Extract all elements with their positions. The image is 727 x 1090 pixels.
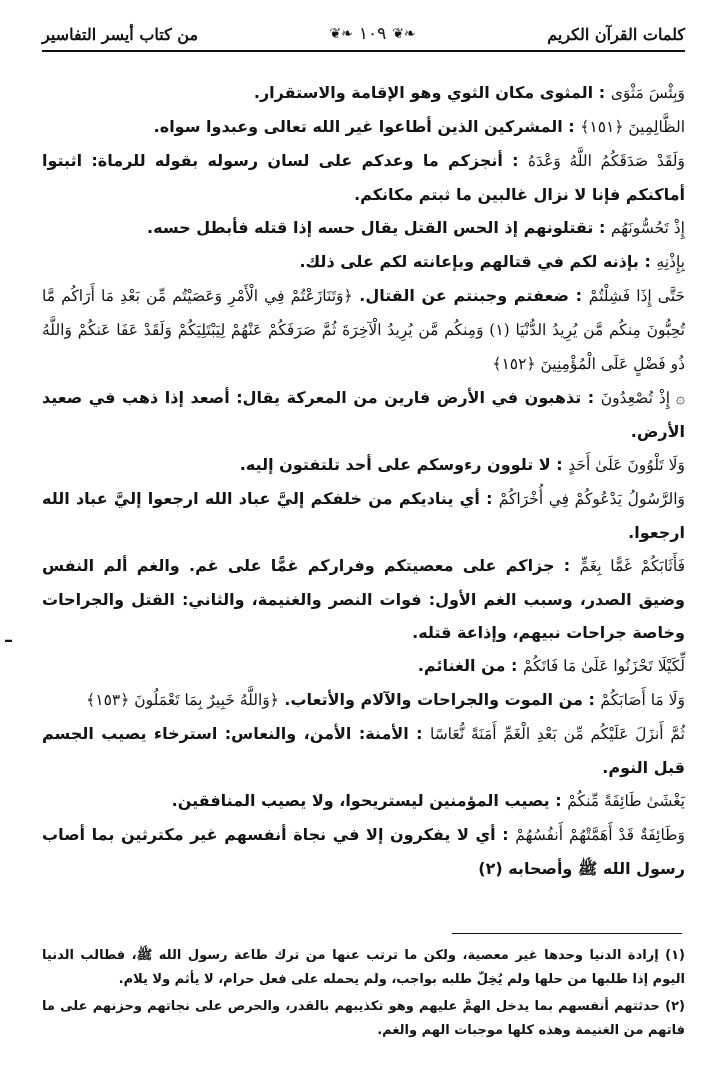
quran-phrase: ثُمَّ أَنزَلَ عَلَيْكُم مِّن بَعْدِ الْغَمِّ أَمَنَةً نُّعَاسًا — [429, 725, 685, 743]
quran-phrase: وَبِئْسَ مَثْوَى — [610, 84, 685, 102]
entry — [42, 448, 685, 482]
entry — [42, 549, 685, 649]
explanation: : من الغنائم. — [417, 656, 523, 675]
explanation: : ضعفتم وجبنتم عن القتال. — [352, 286, 589, 305]
margin-mark: – — [4, 630, 13, 651]
entry — [42, 482, 685, 549]
footnotes — [42, 944, 685, 1046]
header-rule — [42, 50, 685, 52]
explanation: : المشركين الذين أطاعوا غير الله تعالى وعبدوا سواه. — [153, 117, 581, 136]
quran-phrase: وَلَقَدْ صَدَقَكُمُ اللَّهُ وَعْدَهُ — [527, 152, 685, 170]
quran-phrase: وَالرَّسُولُ يَدْعُوكُمْ فِي أُخْرَاكُمْ — [498, 490, 685, 508]
explanation: : لا تلوون رءوسكم على أحد تلتفتون إليه. — [239, 455, 569, 474]
entry — [42, 279, 685, 381]
quran-phrase: وَلَا مَا أَصَابَكُمْ — [600, 691, 685, 709]
explanation: : بإذنه لكم في قتالهم وبإعانته لكم على ذلك. — [299, 252, 657, 271]
entry — [42, 144, 685, 211]
page-number-block — [329, 24, 415, 44]
footnote-separator — [452, 933, 682, 934]
entry — [42, 381, 685, 448]
ornament-icon: ❦❧ — [329, 26, 353, 42]
explanation: : أنجزكم ما وعدكم على لسان رسوله بقوله للرماة: اثبتوا أماكنكم فإنا لا نزال غالبين ما ثبتم مكانكم. — [42, 151, 685, 204]
explanation: : الأمنة: الأمن، والنعاس: استرخاء يصيب الجسم قبل النوم. — [42, 724, 685, 777]
explanation: : المثوى مكان الثوي وهو الإقامة والاستقرار. — [253, 83, 611, 102]
quran-phrase: وَلَا تَلْوُونَ عَلَىٰ أَحَدٍ — [568, 456, 685, 474]
quran-verse: ﴿وَتَنَازَعْتُمْ فِي الْأَمْرِ وَعَصَيْتُم مِّن بَعْدِ مَا أَرَاكُم مَّا تُحِبُّونَ مِنكُم مَّن يُرِيدُ الدُّنْيَا (١) وَمِنكُم مَّن يُرِيدُ الْآخِرَةَ ثُمَّ صَرَفَكُمْ عَنْهُمْ لِيَبْتَلِيَكُمْ وَلَقَدْ عَفَا عَنكُمْ وَاللَّهُ ذُو فَضْلٍ عَلَى الْمُؤْمِنِينَ ﴿١٥٢﴾ — [42, 287, 685, 373]
header-right-title: كلمات القرآن الكريم — [547, 24, 685, 44]
entry — [42, 245, 685, 279]
quran-phrase: حَتَّى إِذَا فَشِلْتُمْ — [588, 287, 685, 305]
ornament-icon: ❦❧ — [392, 26, 416, 42]
quran-phrase: إِذْ تَحُسُّونَهُم — [610, 219, 685, 237]
page-number: ١٠٩ — [358, 24, 387, 44]
explanation: : أي لا يفكرون إلا في نجاة أنفسهم غير مكترثين بما أصاب رسول الله ﷺ وأصحابه (٢) — [42, 825, 685, 878]
quran-verse: ﴿وَاللَّهُ خَبِيرٌ بِمَا تَعْمَلُونَ ﴿١٥٣﴾ — [86, 691, 279, 709]
explanation: : جزاكم على معصيتكم وفراركم غمًّا على غم. والغم ألم النفس وضيق الصدر، وسبب الغم الأول: فوات النصر والغنيمة، والثاني: القتل والجراحات وخاصة جراحات نبيهم، وإذاعة قتله. — [42, 556, 685, 642]
quran-phrase: وَطَائِفَةٌ قَدْ أَهَمَّتْهُمْ أَنفُسُهُمْ — [515, 826, 685, 844]
explanation: : أي يناديكم من خلفكم إليَّ عباد الله ارجعوا إليَّ عباد الله ارجعوا. — [42, 489, 685, 542]
quran-phrase: يَغْشَىٰ طَائِفَةً مِّنكُمْ — [567, 792, 685, 810]
quran-phrase: فَأَثَابَكُمْ غَمًّا بِغَمٍّ — [579, 557, 685, 575]
footnote: (٢) حدثتهم أنفسهم بما يدخل الهمَّ عليهم وهو تكذيبهم بالقدر، والحرص على نجاتهم وحزنهم على ما فاتهم من الغنيمة وهذه كلها موجبات الهم والغم. — [42, 999, 685, 1038]
explanation: : تذهبون في الأرض فارين من المعركة يقال: أصعد إذا ذهب في صعيد الأرض. — [42, 388, 685, 441]
entry — [42, 818, 685, 885]
tafsir-body — [42, 76, 685, 885]
footnote: (١) إرادة الدنيا وحدها غير معصية، ولكن ما ترتب عنها من ترك طاعة رسول الله ﷺ، فطالب الدنيا اليوم إذا طلبها من حلها ولم يُخِلّ طلبه بواجب، ولم يحمله على فعل حرام، لا يأثم ولا يلام. — [42, 948, 685, 987]
entry — [42, 211, 685, 245]
explanation: : من الموت والجراحات والآلام والأتعاب. — [278, 690, 601, 709]
entry — [42, 649, 685, 683]
entry — [42, 110, 685, 144]
explanation: : تقتلونهم إذ الحس القتل يقال حسه إذا قتله فأبطل حسه. — [147, 218, 611, 237]
entry — [42, 683, 685, 717]
explanation: : يصيب المؤمنين ليستريحوا، ولا يصيب المنافقين. — [171, 791, 568, 810]
entry — [42, 784, 685, 818]
entry — [42, 717, 685, 784]
header-left-title: من كتاب أيسر التفاسير — [42, 24, 199, 44]
quran-phrase: لِّكَيْلَا تَحْزَنُوا عَلَىٰ مَا فَاتَكُمْ — [522, 657, 685, 675]
quran-phrase: ۞ إِذْ تُصْعِدُونَ — [600, 389, 685, 407]
page-header — [42, 14, 685, 54]
entry — [42, 76, 685, 110]
quran-phrase: الظَّالِمِينَ ﴿١٥١﴾ — [580, 118, 685, 136]
quran-phrase: بِإِذْنِهِ — [656, 253, 685, 271]
